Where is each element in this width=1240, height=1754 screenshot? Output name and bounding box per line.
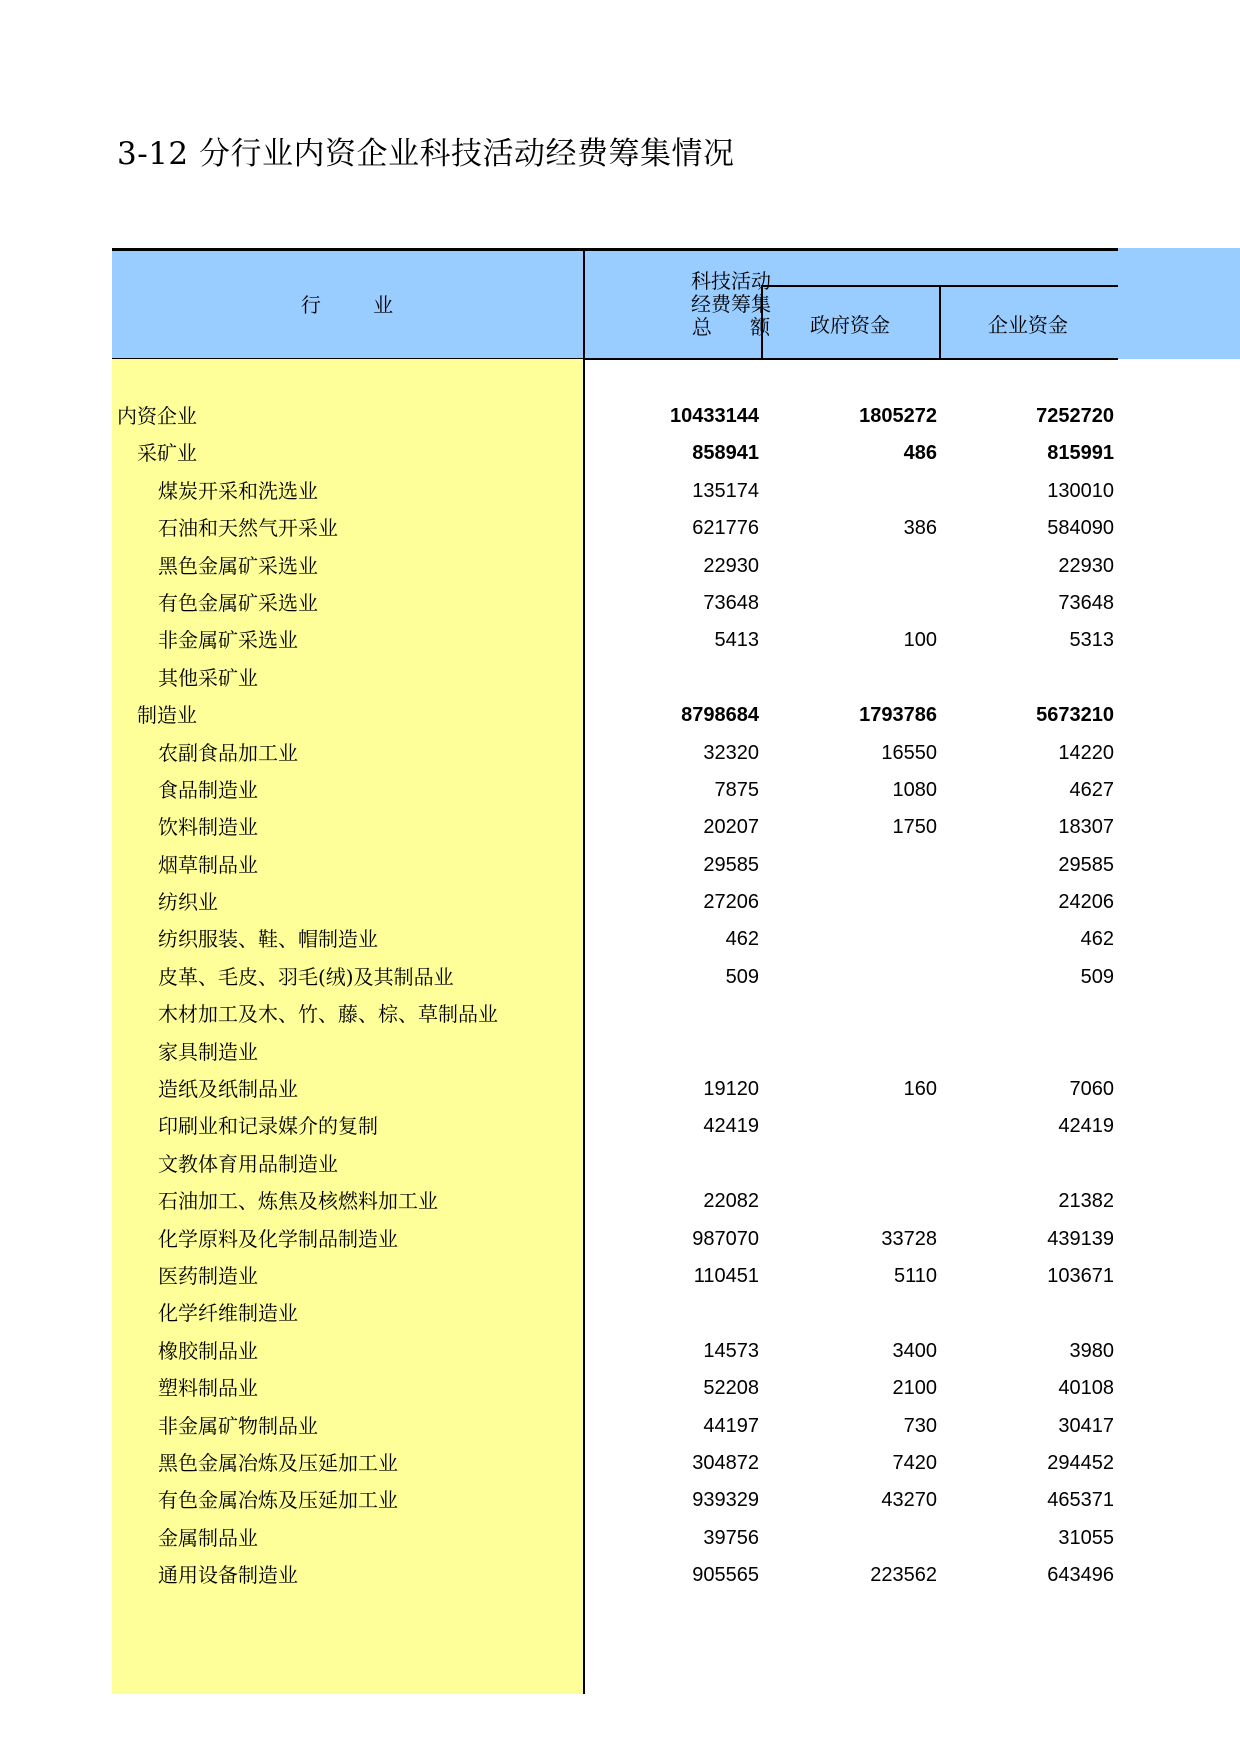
table-row <box>112 772 1118 809</box>
total-value: 52208 <box>703 1377 759 1400</box>
total-value: 987070 <box>692 1227 759 1250</box>
industry-name: 金属制品业 <box>158 1525 258 1550</box>
industry-name: 黑色金属矿采选业 <box>158 553 318 578</box>
government-value: 33728 <box>881 1227 937 1250</box>
industry-name: 纺织服装、鞋、帽制造业 <box>158 927 378 952</box>
table-row <box>112 1221 1118 1258</box>
industry-name: 非金属矿采选业 <box>158 628 298 653</box>
total-value: 858941 <box>692 442 759 465</box>
total-value: 42419 <box>703 1115 759 1138</box>
enterprise-value <box>944 1295 1114 1332</box>
enterprise-value: 7252720 <box>1036 405 1114 427</box>
table-row <box>112 1482 1118 1519</box>
industry-name: 医药制造业 <box>158 1263 258 1288</box>
total-value: 110451 <box>693 1264 759 1287</box>
enterprise-value: 815991 <box>1047 442 1114 465</box>
government-value <box>767 1034 937 1071</box>
enterprise-value: 42419 <box>1058 1115 1114 1138</box>
table-row <box>112 1183 1118 1220</box>
government-value: 7420 <box>892 1451 937 1474</box>
table-row <box>112 1108 1118 1145</box>
government-value: 5110 <box>893 1264 937 1287</box>
total-value <box>589 996 759 1033</box>
total-value: 10433144 <box>670 405 759 427</box>
total-value: 27206 <box>703 891 759 914</box>
enterprise-value: 24206 <box>1058 891 1114 914</box>
enterprise-value: 130010 <box>1047 479 1114 502</box>
table-row <box>112 1445 1118 1482</box>
enterprise-value: 30417 <box>1058 1414 1114 1437</box>
industry-name: 有色金属矿采选业 <box>158 590 318 615</box>
industry-name: 石油加工、炼焦及核燃料加工业 <box>158 1189 438 1214</box>
government-value: 1805272 <box>859 405 937 427</box>
industry-name: 煤炭开采和洗选业 <box>158 478 318 503</box>
total-value: 135174 <box>692 479 759 502</box>
government-value: 1750 <box>892 816 937 839</box>
total-value: 20207 <box>703 816 759 839</box>
total-value <box>589 1146 759 1183</box>
table-row <box>112 435 1118 472</box>
industry-name: 其他采矿业 <box>158 665 258 690</box>
header-total-line-1: 科技活动 <box>691 269 771 293</box>
total-value <box>589 660 759 697</box>
table-row <box>112 585 1118 622</box>
total-value: 14573 <box>703 1339 759 1362</box>
enterprise-value: 40108 <box>1058 1377 1114 1400</box>
government-value <box>767 1295 937 1332</box>
total-value: 905565 <box>692 1564 759 1587</box>
industry-name: 食品制造业 <box>158 777 258 802</box>
government-value: 160 <box>903 1078 937 1101</box>
enterprise-value: 3980 <box>1069 1339 1114 1362</box>
government-value: 1080 <box>892 778 937 801</box>
industry-name: 化学原料及化学制品制造业 <box>158 1226 398 1251</box>
total-value: 19120 <box>703 1078 759 1101</box>
enterprise-value: 29585 <box>1058 853 1114 876</box>
table-row <box>112 735 1118 772</box>
table-row <box>112 697 1118 734</box>
total-value: 462 <box>725 928 759 951</box>
enterprise-value: 14220 <box>1058 741 1114 764</box>
government-value <box>767 1183 937 1220</box>
government-value <box>767 996 937 1033</box>
enterprise-value: 5673210 <box>1036 704 1114 727</box>
enterprise-value <box>944 996 1114 1033</box>
industry-name: 饮料制造业 <box>158 815 258 840</box>
enterprise-value: 73648 <box>1058 591 1114 614</box>
government-value: 3400 <box>892 1339 937 1362</box>
industry-name: 石油和天然气开采业 <box>158 516 338 541</box>
enterprise-value: 584090 <box>1047 517 1114 540</box>
industry-name: 皮革、毛皮、羽毛(绒)及其制品业 <box>158 964 454 989</box>
government-value <box>767 548 937 585</box>
government-value <box>767 959 937 996</box>
industry-name: 内资企业 <box>117 404 197 428</box>
government-value <box>767 1146 937 1183</box>
government-value: 386 <box>903 517 937 540</box>
enterprise-value <box>944 1034 1114 1071</box>
enterprise-value: 462 <box>1080 928 1114 951</box>
industry-name: 文教体育用品制造业 <box>158 1151 338 1176</box>
government-value: 16550 <box>881 741 937 764</box>
government-value: 2100 <box>892 1377 937 1400</box>
table-row <box>112 1071 1118 1108</box>
table-row <box>112 1370 1118 1407</box>
enterprise-value: 103671 <box>1047 1264 1114 1287</box>
enterprise-value: 22930 <box>1058 554 1114 577</box>
header-government-funds: 政府资金 <box>810 312 890 337</box>
total-value: 22082 <box>703 1190 759 1213</box>
table-row <box>112 398 1118 435</box>
table-row <box>112 1520 1118 1557</box>
page-title: 3-12 分行业内资企业科技活动经费筹集情况 <box>117 136 735 172</box>
government-value <box>767 847 937 884</box>
header-industry: 行 业 <box>300 293 396 317</box>
total-value: 7875 <box>714 778 759 801</box>
table-row <box>112 1408 1118 1445</box>
government-value: 223562 <box>870 1564 937 1587</box>
total-value: 5413 <box>714 629 759 652</box>
government-value: 1793786 <box>859 704 937 727</box>
industry-name: 烟草制品业 <box>158 852 258 877</box>
industry-name: 非金属矿物制品业 <box>158 1413 318 1438</box>
industry-name: 橡胶制品业 <box>158 1338 258 1363</box>
total-value: 39756 <box>703 1526 759 1549</box>
table-row <box>112 473 1118 510</box>
enterprise-value: 18307 <box>1058 816 1114 839</box>
industry-name: 化学纤维制造业 <box>158 1301 298 1326</box>
government-value <box>767 1108 937 1145</box>
enterprise-value <box>944 660 1114 697</box>
table-row <box>112 510 1118 547</box>
government-value: 100 <box>903 629 937 652</box>
enterprise-value: 294452 <box>1047 1451 1114 1474</box>
industry-name: 纺织业 <box>158 890 218 915</box>
total-value <box>589 1034 759 1071</box>
enterprise-value: 7060 <box>1069 1078 1114 1101</box>
government-value <box>767 1520 937 1557</box>
total-value: 8798684 <box>681 704 759 727</box>
enterprise-value: 21382 <box>1058 1190 1114 1213</box>
enterprise-value <box>944 1146 1114 1183</box>
government-value: 730 <box>903 1414 937 1437</box>
table-row <box>112 959 1118 996</box>
enterprise-value: 465371 <box>1047 1489 1114 1512</box>
government-value <box>767 585 937 622</box>
table-row <box>112 847 1118 884</box>
government-value <box>767 884 937 921</box>
total-value: 621776 <box>692 517 759 540</box>
table-row <box>112 809 1118 846</box>
industry-name: 通用设备制造业 <box>158 1563 298 1588</box>
total-value: 29585 <box>703 853 759 876</box>
table-row <box>112 1295 1118 1332</box>
total-value: 939329 <box>692 1489 759 1512</box>
total-value: 304872 <box>692 1451 759 1474</box>
industry-name: 家具制造业 <box>158 1039 258 1064</box>
table-row <box>112 1258 1118 1295</box>
total-value: 44197 <box>703 1414 759 1437</box>
enterprise-value: 4627 <box>1069 778 1114 801</box>
header-total-line-2: 经费筹集 <box>691 292 771 316</box>
enterprise-value: 439139 <box>1047 1227 1114 1250</box>
table-row <box>112 622 1118 659</box>
table-row <box>112 1333 1118 1370</box>
government-value: 486 <box>903 442 937 465</box>
industry-name: 造纸及纸制品业 <box>158 1077 298 1102</box>
table-row <box>112 996 1118 1033</box>
industry-name: 黑色金属冶炼及压延加工业 <box>158 1450 398 1475</box>
industry-name: 制造业 <box>137 703 197 728</box>
industry-name: 采矿业 <box>137 441 197 466</box>
table-row <box>112 884 1118 921</box>
total-value: 73648 <box>703 591 759 614</box>
table-row <box>112 1034 1118 1071</box>
government-value <box>767 660 937 697</box>
table-row <box>112 660 1118 697</box>
government-value <box>767 921 937 958</box>
table-row <box>112 921 1118 958</box>
total-value: 22930 <box>703 554 759 577</box>
industry-name: 有色金属冶炼及压延加工业 <box>158 1488 398 1513</box>
table-body <box>112 398 1118 1595</box>
government-value: 43270 <box>881 1489 937 1512</box>
total-value <box>589 1295 759 1332</box>
total-value: 32320 <box>703 741 759 764</box>
industry-name: 农副食品加工业 <box>158 740 298 765</box>
header-enterprise-funds: 企业资金 <box>988 312 1068 337</box>
enterprise-value: 31055 <box>1058 1526 1114 1549</box>
table-row <box>112 1557 1118 1594</box>
enterprise-value: 643496 <box>1047 1564 1114 1587</box>
industry-name: 木材加工及木、竹、藤、棕、草制品业 <box>158 1002 498 1027</box>
table-row <box>112 548 1118 585</box>
industry-name: 印刷业和记录媒介的复制 <box>158 1114 378 1139</box>
government-value <box>767 473 937 510</box>
enterprise-value: 509 <box>1080 965 1114 988</box>
table-row <box>112 1146 1118 1183</box>
header-total-line-3: 总 额 <box>691 315 771 339</box>
industry-name: 塑料制品业 <box>158 1376 258 1401</box>
enterprise-value: 5313 <box>1069 629 1114 652</box>
total-value: 509 <box>725 965 759 988</box>
